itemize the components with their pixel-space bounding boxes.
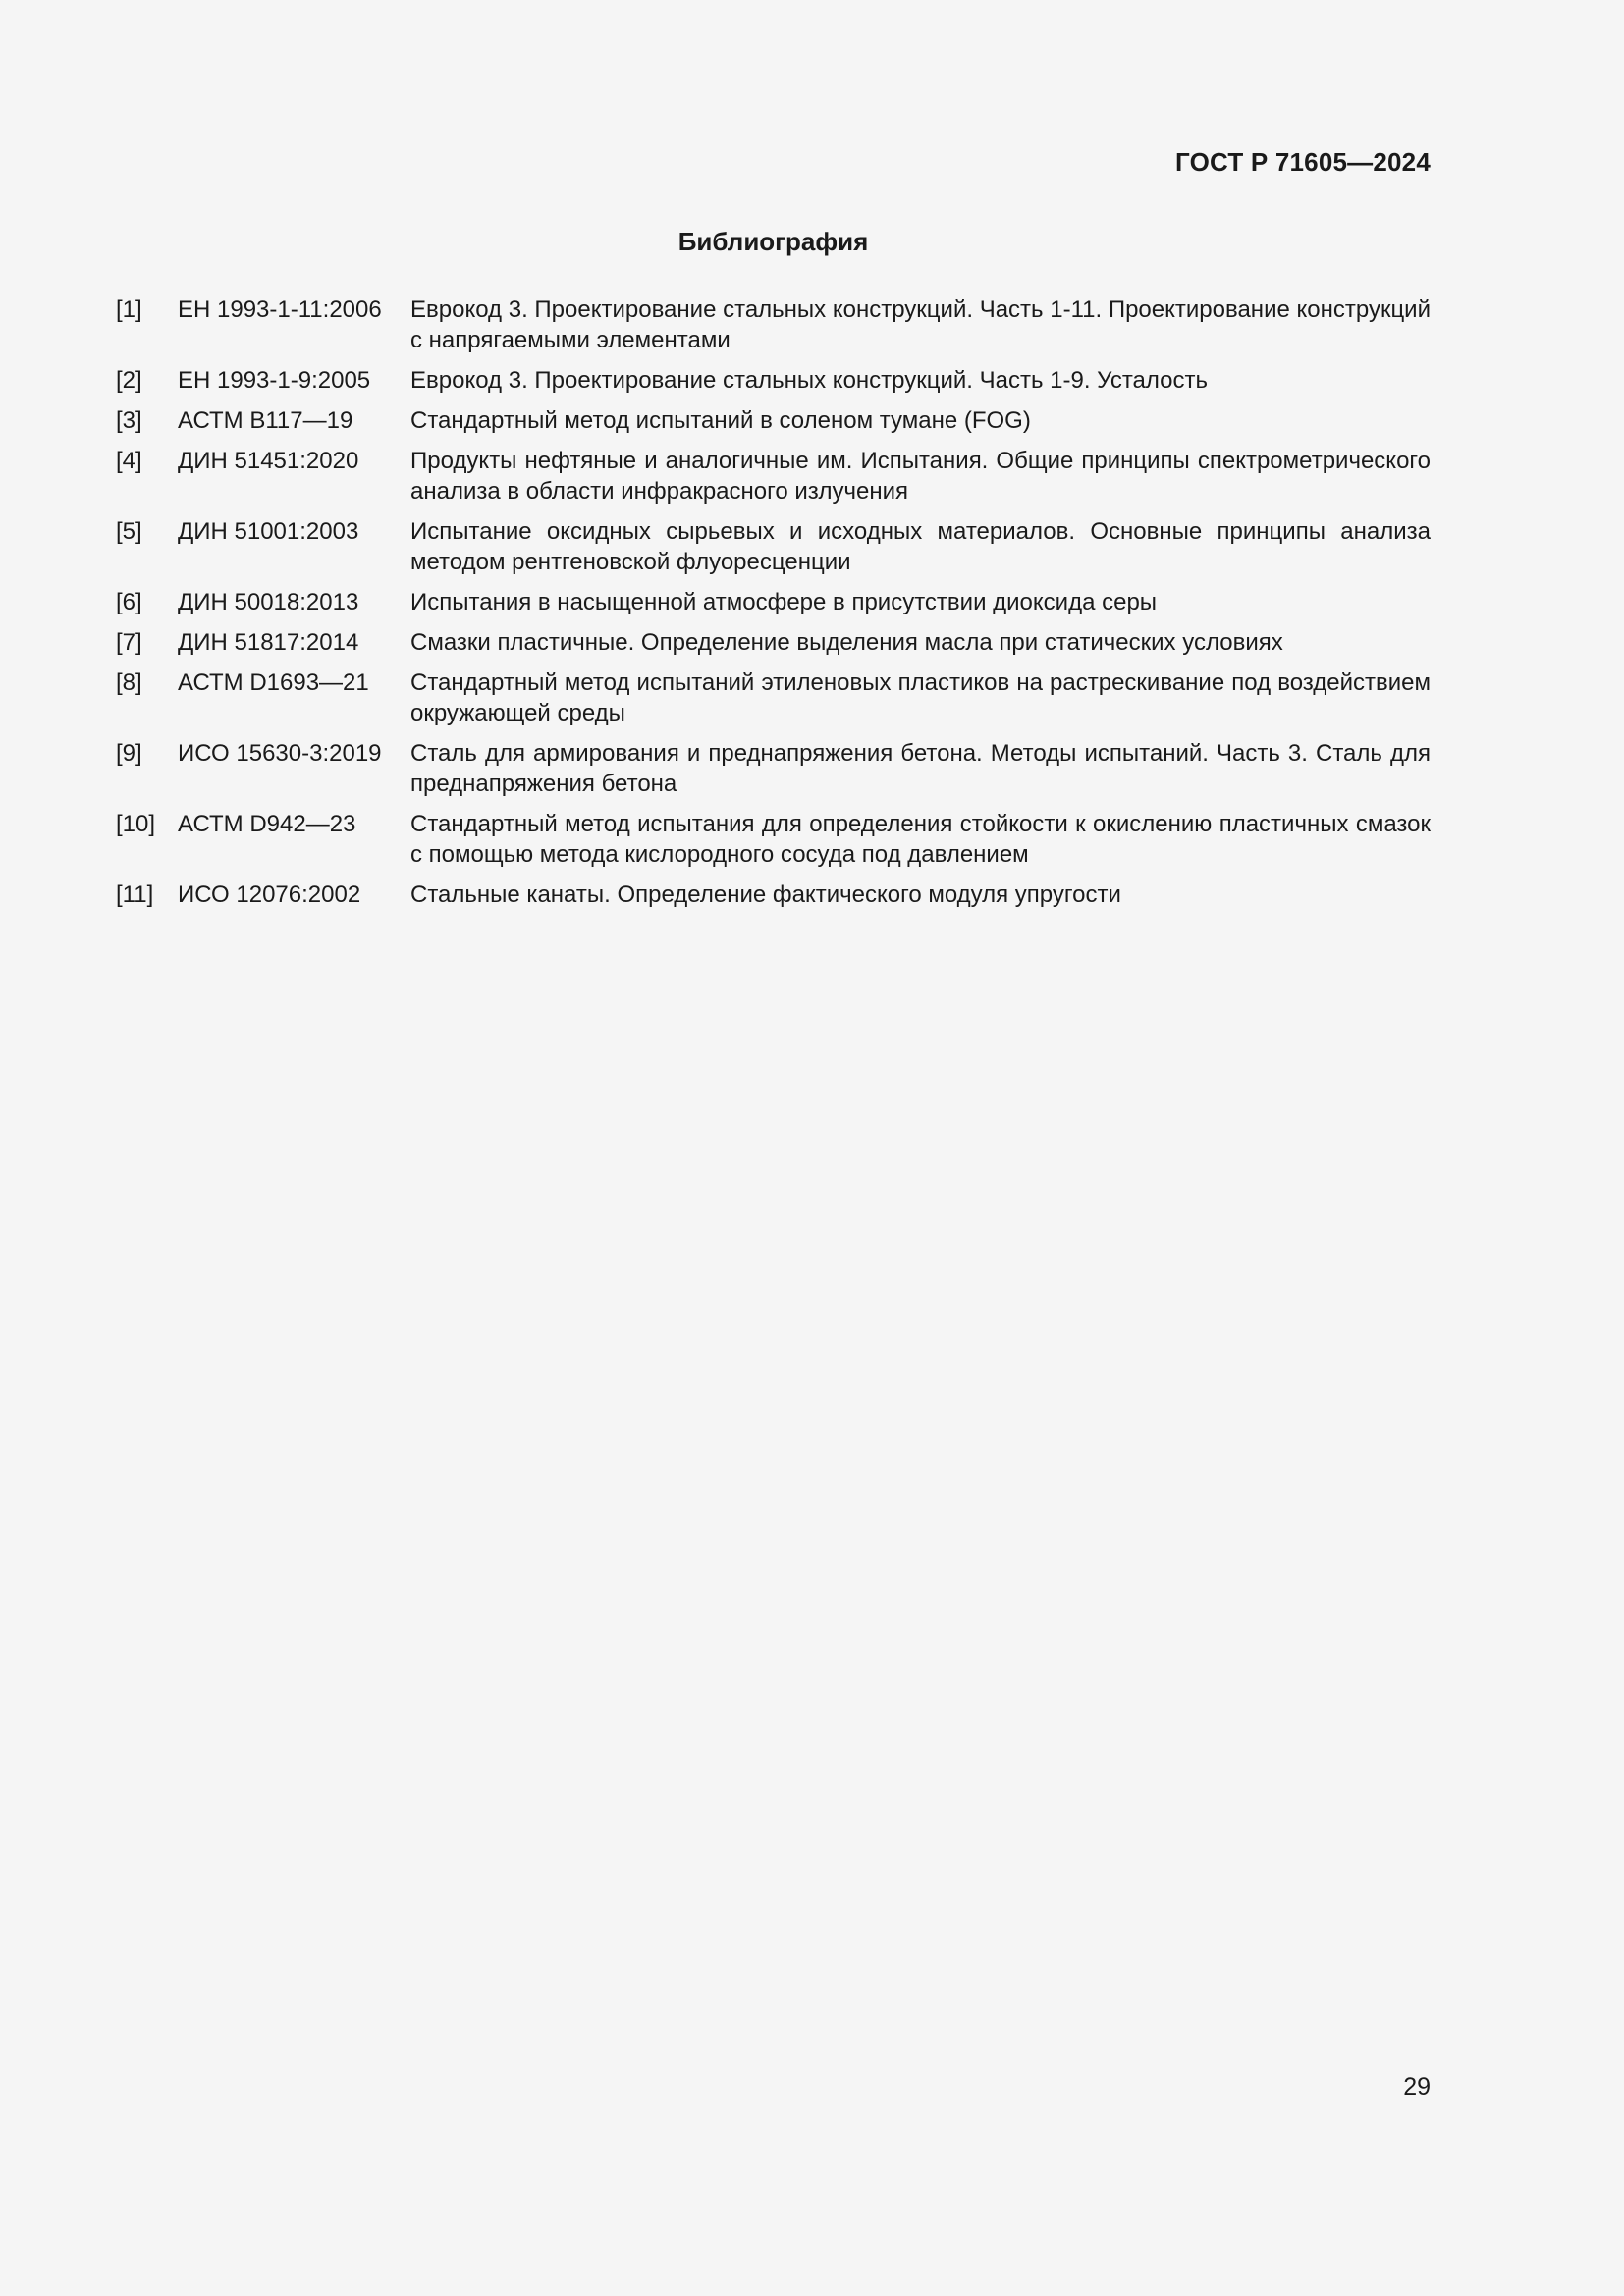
reference-title: Испытание оксидных сырьевых и исходных материалов. Основные принципы анализа методом рентгеновской флуоресценции xyxy=(410,518,1431,575)
reference-code: ЕН 1993-1-11:2006 xyxy=(178,296,382,323)
reference-title: Стальные канаты. Определение фактического модуля упругости xyxy=(410,881,1121,908)
section-title: Библиография xyxy=(677,227,869,256)
reference-number: [3] xyxy=(116,407,142,434)
reference-item xyxy=(116,587,1431,617)
reference-title: Стандартный метод испытаний в соленом тумане (FOG) xyxy=(410,407,1031,434)
reference-item xyxy=(116,627,1431,658)
reference-number: [11] xyxy=(116,881,154,908)
reference-title: Сталь для армирования и преднапряжения бетона. Методы испытаний. Часть 3. Сталь для преднапряжения бетона xyxy=(410,740,1431,797)
reference-code: АСТМ D1693—21 xyxy=(178,669,369,696)
reference-item xyxy=(116,809,1431,870)
reference-number: [2] xyxy=(116,367,142,394)
reference-title: Еврокод 3. Проектирование стальных конструкций. Часть 1-9. Усталость xyxy=(410,367,1209,394)
reference-number: [8] xyxy=(116,669,142,696)
reference-title: Стандартный метод испытаний этиленовых пластиков на растрескивание под воздействием окружающей среды xyxy=(410,669,1431,726)
reference-item xyxy=(116,516,1431,577)
reference-code: ИСО 12076:2002 xyxy=(178,881,361,908)
reference-title: Продукты нефтяные и аналогичные им. Испытания. Общие принципы спектрометрического анализа в области инфракрасного излучения xyxy=(410,448,1431,505)
reference-number: [4] xyxy=(116,448,142,474)
reference-title: Еврокод 3. Проектирование стальных конструкций. Часть 1-11. Проектирование конструкций с напрягаемыми элементами xyxy=(410,296,1431,353)
reference-code: ДИН 50018:2013 xyxy=(178,589,359,615)
page-number: 29 xyxy=(1403,2073,1431,2101)
reference-code: ЕН 1993-1-9:2005 xyxy=(178,367,371,394)
reference-number: [9] xyxy=(116,740,142,767)
reference-item xyxy=(116,738,1431,799)
reference-number: [5] xyxy=(116,518,142,545)
reference-code: ДИН 51001:2003 xyxy=(178,518,359,545)
reference-code: ДИН 51451:2020 xyxy=(178,448,359,474)
reference-item xyxy=(116,446,1431,507)
reference-number: [1] xyxy=(116,296,142,323)
reference-item xyxy=(116,365,1431,396)
reference-title: Смазки пластичные. Определение выделения масла при статических условиях xyxy=(410,629,1283,656)
reference-code: АСТМ В117—19 xyxy=(178,407,353,434)
document-code: ГОСТ Р 71605—2024 xyxy=(1175,147,1431,177)
reference-code: ДИН 51817:2014 xyxy=(178,629,359,656)
reference-code: ИСО 15630-3:2019 xyxy=(178,740,382,767)
reference-item xyxy=(116,880,1431,910)
reference-number: [7] xyxy=(116,629,142,656)
reference-code: АСТМ D942—23 xyxy=(178,811,356,837)
reference-title: Испытания в насыщенной атмосфере в присутствии диоксида серы xyxy=(410,589,1158,615)
reference-item xyxy=(116,294,1431,355)
bibliography-list xyxy=(116,294,1431,920)
reference-item xyxy=(116,405,1431,436)
reference-number: [10] xyxy=(116,811,156,837)
reference-number: [6] xyxy=(116,589,142,615)
reference-title: Стандартный метод испытания для определения стойкости к окислению пластичных смазок с помощью метода кислородного сосуда под давлением xyxy=(410,811,1431,868)
reference-item xyxy=(116,667,1431,728)
